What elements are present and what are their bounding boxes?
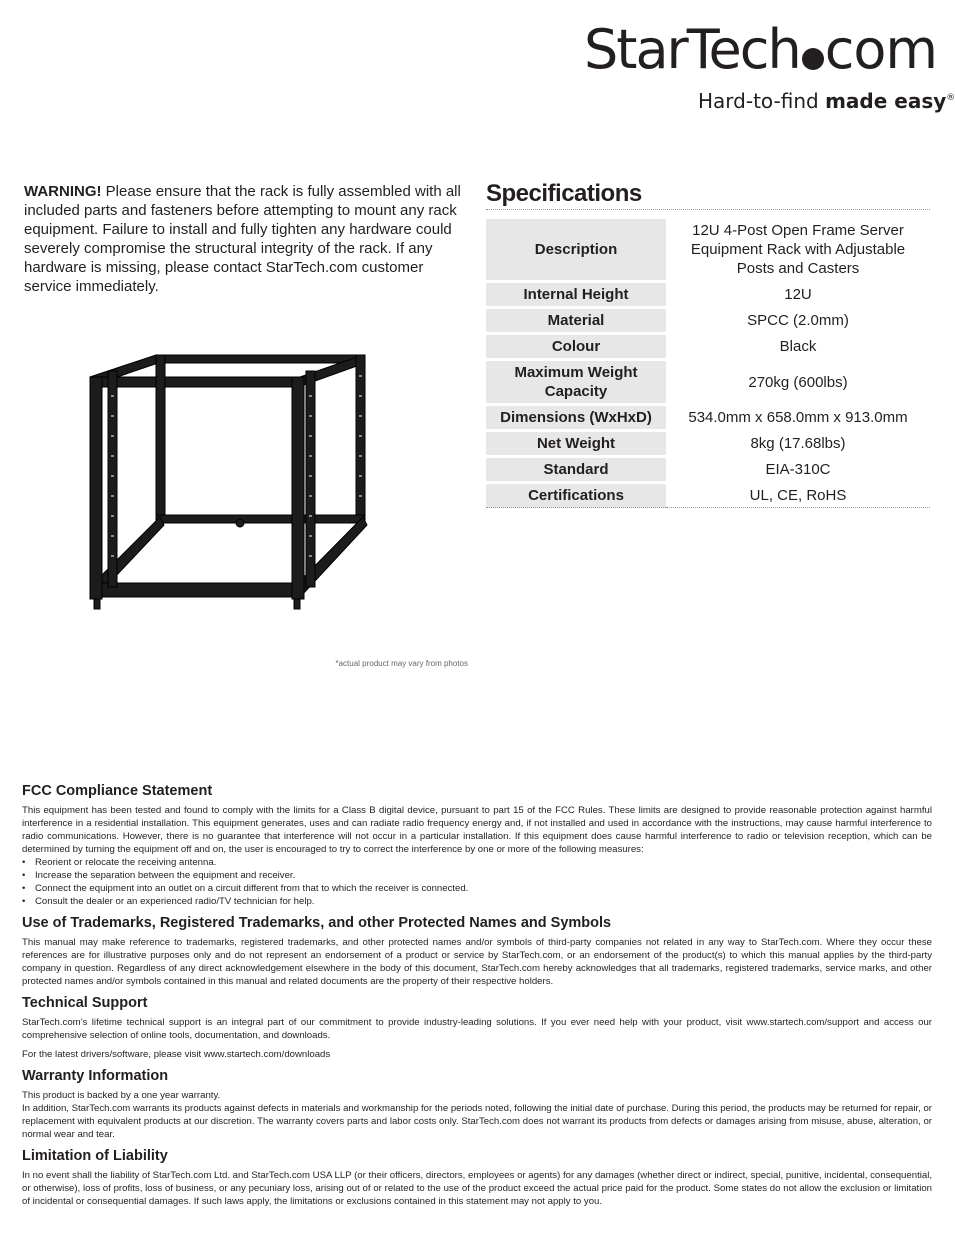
spec-label: Standard bbox=[486, 457, 666, 483]
trademarks-section bbox=[22, 914, 932, 988]
spec-row bbox=[486, 457, 930, 483]
spec-value: 12U 4-Post Open Frame Server Equipment Rack with Adjustable Posts and Casters bbox=[666, 219, 930, 282]
spec-row bbox=[486, 360, 930, 405]
tagline-light: Hard-to-find bbox=[698, 89, 819, 113]
fcc-heading: FCC Compliance Statement bbox=[22, 783, 213, 799]
legal-notices bbox=[22, 782, 932, 1214]
spec-label: Internal Height bbox=[486, 282, 666, 308]
specifications-table bbox=[486, 219, 930, 508]
list-item: • Reorient or relocate the receiving antenna. bbox=[22, 856, 932, 869]
spec-label: Net Weight bbox=[486, 431, 666, 457]
warranty-details: In addition, StarTech.com warrants its products against defects in materials and workmanship for the periods noted, following the initial date of purchase. During this period, the products may be returned for repair, or replacement with equivalent products at our discretion. The warranty covers parts and labor costs only. StarTech.com does not warrant its products from defects or damages arising from misuse, abuse, alteration, or normal wear and tear. bbox=[22, 1103, 932, 1140]
logo-suffix: com bbox=[824, 18, 938, 81]
spec-value: EIA-310C bbox=[666, 457, 930, 483]
list-item: • Consult the dealer or an experienced radio/TV technician for help. bbox=[22, 895, 932, 908]
logo-wordmark bbox=[584, 18, 937, 82]
spec-row bbox=[486, 219, 930, 282]
logo-dot bbox=[802, 48, 824, 70]
tagline-bold: made easy bbox=[825, 89, 947, 113]
trademarks-heading: Use of Trademarks, Registered Trademarks, and other Protected Names and Symbols bbox=[22, 915, 612, 931]
support-section bbox=[22, 994, 932, 1061]
spec-label: Material bbox=[486, 308, 666, 334]
fcc-section bbox=[22, 782, 932, 908]
registered-mark: ® bbox=[946, 93, 955, 103]
spec-value: UL, CE, RoHS bbox=[666, 483, 930, 508]
startech-logo bbox=[584, 18, 955, 118]
spec-label: Dimensions (WxHxD) bbox=[486, 405, 666, 431]
product-image-rack bbox=[80, 335, 400, 635]
warranty-body: This product is backed by a one year warranty. bbox=[22, 1090, 221, 1101]
fcc-measures-list bbox=[22, 856, 932, 908]
specifications-title: Specifications bbox=[486, 180, 642, 207]
spec-row bbox=[486, 483, 930, 508]
fcc-body: This equipment has been tested and found to comply with the limits for a Class B digital device, pursuant to part 15 of the FCC Rules. These limits are designed to provide reasonable protection against harmful interference in a residential installation. This equipment generates, uses and can radiate radio frequency energy and, if not installed and used in accordance with the instructions, may cause harmful interference to radio communications. However, there is no guarantee that interference will not occur in a particular installation. If this equipment does cause harmful interference to radio or television reception, which can be determined by turning the equipment off and on, the user is encouraged to try to correct the interference by one or more of the following measures: bbox=[22, 805, 932, 855]
logo-tagline bbox=[698, 89, 955, 113]
spec-label: Colour bbox=[486, 334, 666, 360]
liability-section bbox=[22, 1147, 932, 1208]
spec-value: 8kg (17.68lbs) bbox=[666, 431, 930, 457]
spec-label: Maximum Weight Capacity bbox=[486, 360, 666, 405]
liability-heading: Limitation of Liability bbox=[22, 1148, 168, 1164]
spec-row bbox=[486, 334, 930, 360]
trademarks-body: This manual may make reference to trademarks, registered trademarks, and other protected names and/or symbols of third-party companies not related in any way to StarTech.com. Where they occur these references are for illustrative purposes only and do not represent an endorsement of a product or service by StarTech.com, or an endorsement of the product(s) to which this manual applies by the third-party company in question. Regardless of any direct acknowledgement elsewhere in the body of this document, StarTech.com hereby acknowledges that all trademarks, registered trademarks, service marks, and other protected names and/or symbols contained in this manual and related documents are the property of their respective holders. bbox=[22, 937, 932, 987]
support-heading: Technical Support bbox=[22, 995, 148, 1011]
support-body: StarTech.com’s lifetime technical support is an integral part of our commitment to provide industry-leading solutions. If you ever need help with your product, visit www.startech.com/support and access our comprehensive selection of online tools, documentation, and downloads. bbox=[22, 1017, 932, 1041]
list-item: • Connect the equipment into an outlet on a circuit different from that to which the receiver is connected. bbox=[22, 882, 932, 895]
logo-name: StarTech bbox=[584, 18, 800, 81]
warranty-section bbox=[22, 1067, 932, 1141]
spec-row bbox=[486, 431, 930, 457]
spec-row bbox=[486, 308, 930, 334]
spec-value: 12U bbox=[666, 282, 930, 308]
liability-body: In no event shall the liability of StarTech.com Ltd. and StarTech.com USA LLP (or their officers, directors, employees or agents) for any damages (whether direct or indirect, special, punitive, incidental, consequential, or otherwise), loss of profits, loss of business, or any pecuniary loss, arising out of or related to the use of the product exceed the actual price paid for the product. Some states do not allow the exclusion or limitation of incidental or consequential damages. If such laws apply, the limitations or exclusions contained in this statement may not apply to you. bbox=[22, 1170, 932, 1207]
warning-label: WARNING! bbox=[24, 183, 102, 200]
warning-text: Please ensure that the rack is fully assembled with all included parts and fasteners before attempting to mount any rack equipment. Failure to install and fully tighten any hardware could severely compromise the structural integrity of the rack. If any hardware is missing, please contact StarTech.com customer service immediately. bbox=[24, 183, 461, 295]
spec-row bbox=[486, 405, 930, 431]
spec-value: Black bbox=[666, 334, 930, 360]
spec-label: Description bbox=[486, 219, 666, 282]
specifications-divider bbox=[486, 209, 930, 210]
warning-paragraph bbox=[24, 182, 464, 296]
spec-value: 534.0mm x 658.0mm x 913.0mm bbox=[666, 405, 930, 431]
warranty-heading: Warranty Information bbox=[22, 1068, 169, 1084]
support-downloads: For the latest drivers/software, please visit www.startech.com/downloads bbox=[22, 1049, 331, 1060]
spec-value: 270kg (600lbs) bbox=[666, 360, 930, 405]
photo-disclaimer: *actual product may vary from photos bbox=[335, 659, 468, 668]
spec-row bbox=[486, 282, 930, 308]
list-item: • Increase the separation between the equipment and receiver. bbox=[22, 869, 932, 882]
spec-label: Certifications bbox=[486, 483, 666, 508]
spec-value: SPCC (2.0mm) bbox=[666, 308, 930, 334]
